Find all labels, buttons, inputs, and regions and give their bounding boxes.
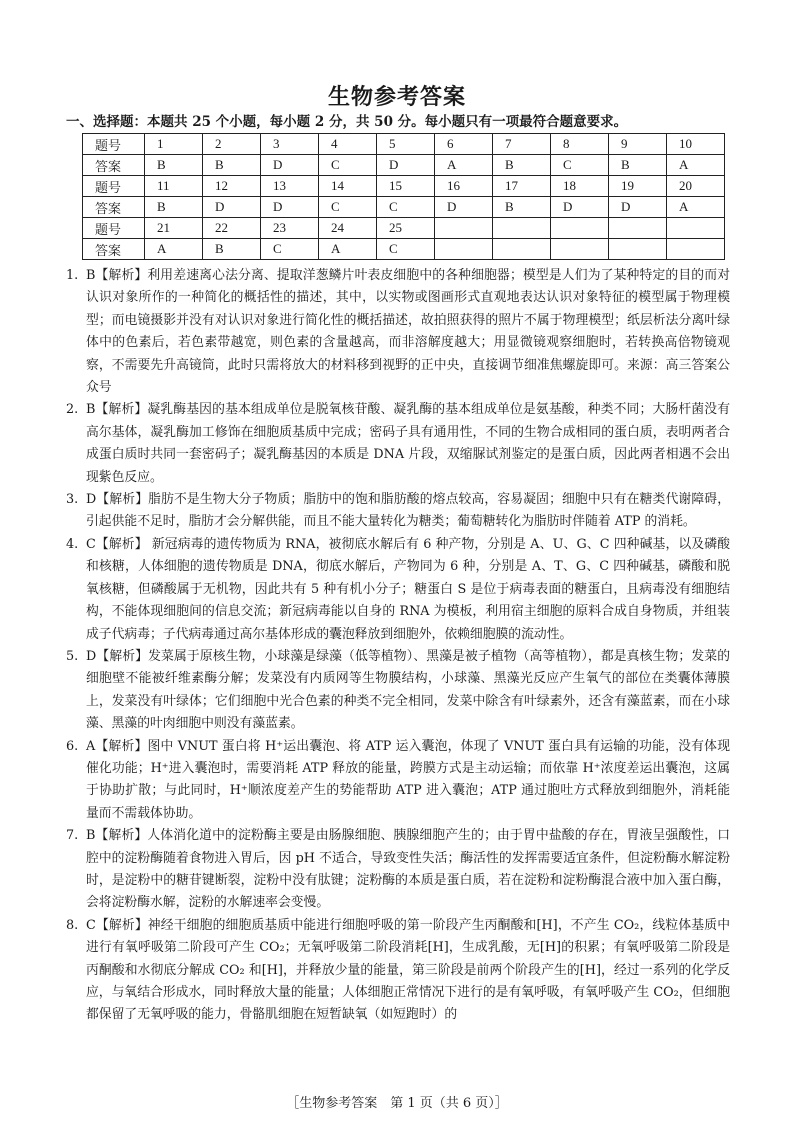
question-number-cell: 13 bbox=[261, 176, 319, 197]
question-number-cell: 1 bbox=[145, 134, 203, 155]
question-number-cell: 8 bbox=[551, 134, 609, 155]
question-number-cell: 4 bbox=[319, 134, 377, 155]
answer-cell: B bbox=[145, 155, 203, 176]
answer-cell: A bbox=[145, 239, 203, 260]
answer-cell: A bbox=[667, 155, 725, 176]
answer-cell bbox=[435, 239, 493, 260]
answer-cell: D bbox=[435, 197, 493, 218]
row-label: 答案 bbox=[83, 239, 145, 260]
explanation-text: B【解析】凝乳酶基因的基本组成单位是脱氧核苷酸、凝乳酶的基本组成单位是氨基酸，种类不同；大肠杆菌没有高尔基体，凝乳酶加工修饰在细胞质基质中完成；密码子具有通用性，不同的生物合成相同的蛋白质，表明两者合成蛋白质时共同一套密码子；凝乳酶基因的本质是 DNA 片段，双缩脲试剂鉴定的是蛋白质，因此两者相遇不会出现紫色反应。 bbox=[86, 402, 730, 485]
answer-cell: B bbox=[493, 197, 551, 218]
section-heading: 一、选择题：本题共 25 个小题，每小题 2 分，共 50 分。每小题只有一项最符合题意要求。 bbox=[66, 114, 628, 130]
question-number-cell: 24 bbox=[319, 218, 377, 239]
question-number-cell: 22 bbox=[203, 218, 261, 239]
explanation-number: 5. bbox=[66, 648, 79, 664]
question-number-cell: 12 bbox=[203, 176, 261, 197]
answer-cell: C bbox=[377, 239, 435, 260]
question-number-cell: 10 bbox=[667, 134, 725, 155]
question-number-cell: 2 bbox=[203, 134, 261, 155]
answer-cell: B bbox=[145, 197, 203, 218]
table-row bbox=[83, 176, 725, 197]
question-number-cell: 21 bbox=[145, 218, 203, 239]
answer-cell: A bbox=[319, 239, 377, 260]
row-label: 答案 bbox=[83, 197, 145, 218]
question-number-cell: 15 bbox=[377, 176, 435, 197]
question-number-cell: 18 bbox=[551, 176, 609, 197]
explanation-item bbox=[66, 915, 730, 1027]
answer-cell: A bbox=[435, 155, 493, 176]
question-number-cell: 16 bbox=[435, 176, 493, 197]
explanation-text: B【解析】利用差速离心法分离、提取洋葱鳞片叶表皮细胞中的各种细胞器；模型是人们为了某种特定的目的而对认识对象所作的一种简化的概括性的描述，其中，以实物或图画形式直观地表达认识对象特征的模型属于物理模型；而电镜摄影并没有对认识对象进行简化性的概括描述，故拍照获得的照片不属于物理模型；纸层析法分离叶绿体中的色素后，若色素带越宽，则色素的含量越高，而非溶解度越大；用显微镜观察细胞时，若转换高倍物镜观察，不需要先升高镜筒，此时只需将放大的材料移到视野的正中央，直接调节细准焦螺旋即可。来源：高三答案公众号 bbox=[86, 268, 730, 396]
question-number-cell bbox=[435, 218, 493, 239]
answer-cell bbox=[493, 239, 551, 260]
explanation-item bbox=[66, 534, 730, 646]
answer-cell: C bbox=[261, 239, 319, 260]
explanation-text: A【解析】图中 VNUT 蛋白将 H⁺运出囊泡、将 ATP 运入囊泡，体现了 VNUT 蛋白具有运输的功能，没有体现催化功能；H⁺进入囊泡时，需要消耗 ATP 释放的能量，跨膜方式是主动运输；而依靠 H⁺浓度差运出囊泡，这属于协助扩散；与此同时，H⁺顺浓度差产生的势能帮助 ATP 进入囊泡；ATP 通过胞吐方式释放到细胞外，消耗能量而不需载体协助。 bbox=[86, 738, 730, 821]
explanation-item bbox=[66, 265, 730, 399]
answer-cell bbox=[667, 239, 725, 260]
question-number-cell: 3 bbox=[261, 134, 319, 155]
question-number-cell: 11 bbox=[145, 176, 203, 197]
explanation-item bbox=[66, 399, 730, 489]
question-number-cell: 7 bbox=[493, 134, 551, 155]
explanations bbox=[66, 265, 730, 1027]
answer-cell: C bbox=[551, 155, 609, 176]
answer-cell bbox=[609, 239, 667, 260]
explanation-number: 7. bbox=[66, 828, 79, 844]
question-number-cell: 23 bbox=[261, 218, 319, 239]
question-number-cell bbox=[667, 218, 725, 239]
question-number-cell bbox=[609, 218, 667, 239]
explanation-item bbox=[66, 736, 730, 826]
page-title: 生物参考答案 bbox=[327, 84, 466, 110]
explanation-item bbox=[66, 646, 730, 736]
table-row bbox=[83, 155, 725, 176]
question-number-cell: 25 bbox=[377, 218, 435, 239]
answer-cell: B bbox=[493, 155, 551, 176]
answer-cell: D bbox=[261, 155, 319, 176]
answer-cell: D bbox=[609, 197, 667, 218]
answer-cell: D bbox=[203, 197, 261, 218]
explanation-number: 6. bbox=[66, 738, 79, 754]
row-label: 题号 bbox=[83, 176, 145, 197]
question-number-cell: 9 bbox=[609, 134, 667, 155]
explanation-number: 3. bbox=[66, 492, 79, 508]
answer-cell: C bbox=[377, 197, 435, 218]
question-number-cell: 14 bbox=[319, 176, 377, 197]
explanation-number: 2. bbox=[66, 402, 79, 418]
row-label: 答案 bbox=[83, 155, 145, 176]
table-row bbox=[83, 134, 725, 155]
question-number-cell: 6 bbox=[435, 134, 493, 155]
explanation-item bbox=[66, 825, 730, 915]
question-number-cell: 17 bbox=[493, 176, 551, 197]
answer-cell bbox=[551, 239, 609, 260]
explanation-number: 8. bbox=[66, 917, 79, 933]
answer-cell: C bbox=[319, 155, 377, 176]
explanation-number: 1. bbox=[66, 268, 79, 283]
explanation-text: C【解析】神经干细胞的细胞质基质中能进行细胞呼吸的第一阶段产生丙酮酸和[H]，不产生 CO₂，线粒体基质中进行有氧呼吸第二阶段可产生 CO₂；无氧呼吸第二阶段消耗[H]，生成乳酸，无[H]的积累；有氧呼吸第二阶段是丙酮酸和水彻底分解成 CO₂ 和[H]，并释放少量的能量，第三阶段是前两个阶段产生的[H]，经过一系列的化学反应，与氧结合形成水，同时释放大量的能量；人体细胞正常情况下进行的是有氧呼吸，有氧呼吸产生 CO₂，但细胞都保留了无氧呼吸的能力，骨骼肌细胞在短暂缺氧（如短跑时）的 bbox=[86, 917, 730, 1023]
question-number-cell bbox=[493, 218, 551, 239]
answer-cell: B bbox=[609, 155, 667, 176]
table-row bbox=[83, 197, 725, 218]
question-number-cell: 19 bbox=[609, 176, 667, 197]
answer-table bbox=[82, 133, 725, 260]
question-number-cell bbox=[551, 218, 609, 239]
answer-cell: B bbox=[203, 155, 261, 176]
row-label: 题号 bbox=[83, 134, 145, 155]
page-footer: ［生物参考答案 第 1 页（共 6 页）］ bbox=[286, 1096, 508, 1111]
question-number-cell: 20 bbox=[667, 176, 725, 197]
answer-cell: D bbox=[261, 197, 319, 218]
question-number-cell: 5 bbox=[377, 134, 435, 155]
explanation-item bbox=[66, 489, 730, 534]
table-row bbox=[83, 239, 725, 260]
answer-cell: D bbox=[551, 197, 609, 218]
answer-cell: A bbox=[667, 197, 725, 218]
answer-cell: B bbox=[203, 239, 261, 260]
answer-cell: C bbox=[319, 197, 377, 218]
explanation-text: B【解析】人体消化道中的淀粉酶主要是由肠腺细胞、胰腺细胞产生的；由于胃中盐酸的存在，胃液呈强酸性，口腔中的淀粉酶随着食物进入胃后，因 pH 不适合，导致变性失活；酶活性的发挥需要适宜条件，但淀粉酶水解淀粉时，是淀粉中的糖苷键断裂，淀粉中没有肽键；淀粉酶的本质是蛋白质，若在淀粉和淀粉酶混合液中加入蛋白酶，会将淀粉酶水解，淀粉的水解速率会变慢。 bbox=[86, 828, 730, 911]
answer-cell: D bbox=[377, 155, 435, 176]
explanation-number: 4. bbox=[66, 536, 79, 552]
table-row bbox=[83, 218, 725, 239]
row-label: 题号 bbox=[83, 218, 145, 239]
explanation-text: D【解析】脂肪不是生物大分子物质；脂肪中的饱和脂肪酸的熔点较高，容易凝固；细胞中只有在糖类代谢障碍，引起供能不足时，脂肪才会分解供能，而且不能大量转化为糖类；葡萄糖转化为脂肪时伴随着 ATP 的消耗。 bbox=[86, 492, 730, 530]
explanation-text: D【解析】发菜属于原核生物，小球藻是绿藻（低等植物）、黑藻是被子植物（高等植物），都是真核生物；发菜的细胞壁不能被纤维素酶分解；发菜没有内质网等生物膜结构，小球藻、黑藻光反应产生氧气的部位在类囊体薄膜上，发菜没有叶绿体；它们细胞中光合色素的种类不完全相同，发菜中除含有叶绿素外，还含有藻蓝素，而在小球藻、黑藻的叶肉细胞中则没有藻蓝素。 bbox=[86, 648, 730, 732]
explanation-text: C【解析】 新冠病毒的遗传物质为 RNA，被彻底水解后有 6 种产物，分别是 A、U、G、C 四种碱基，以及磷酸和核糖，人体细胞的遗传物质是 DNA，彻底水解后，产物同为 6 种，分别是 A、T、G、C 四种碱基，磷酸和脱氧核糖，但磷酸属于无机物，因此共有 5 种有机小分子；糖蛋白 S 是位于病毒表面的糖蛋白，且病毒没有细胞结构，不能体现细胞间的信息交流；新冠病毒能以自身的 RNA 为模板，利用宿主细胞的原料合成自身物质，并组装成子代病毒；子代病毒通过高尔基体形成的囊泡释放到细胞外，依赖细胞膜的流动性。 bbox=[86, 536, 730, 642]
